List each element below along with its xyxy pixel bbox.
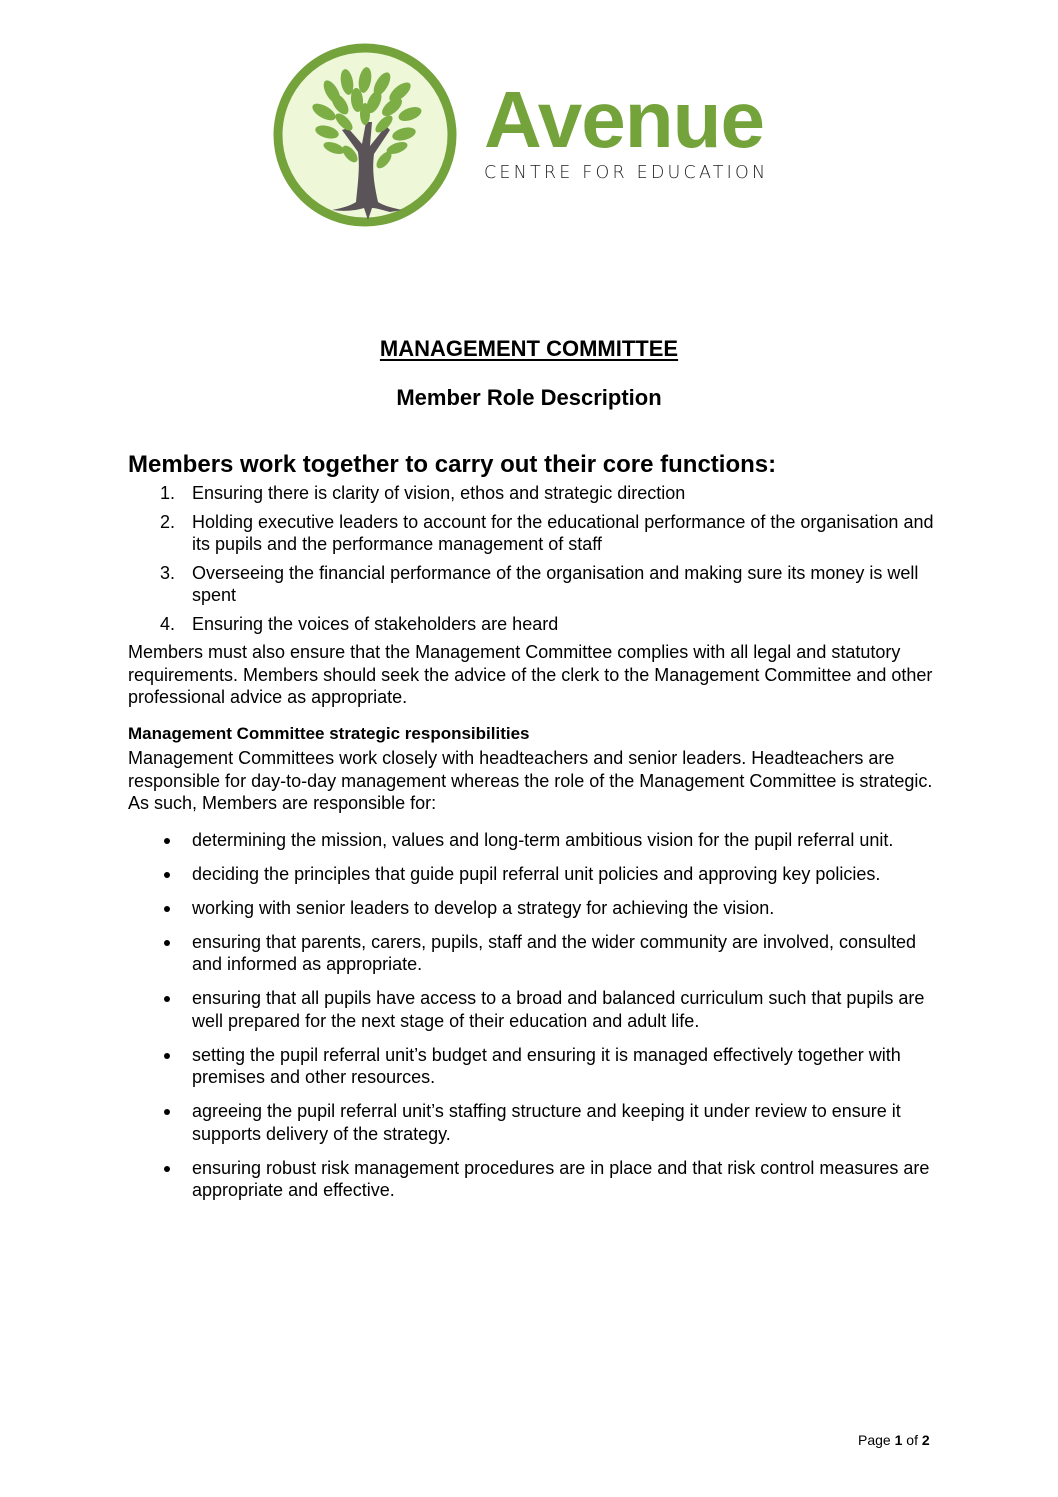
logo-wordmark: Avenue <box>484 75 765 164</box>
item-text: ensuring that all pupils have access to a broad and balanced curriculum such that pupils are well prepared for the next stage of their education and adult life. <box>192 988 925 1031</box>
item-number: 3. <box>160 562 176 583</box>
item-text: Overseeing the financial performance of the organisation and making sure its money is well spent <box>192 562 919 605</box>
strategic-intro-paragraph: Management Committees work closely with headteachers and senior leaders. Headteachers are responsible for day-to-day management whereas the role of the Management Committee is strategic. As such, Members are responsible for: <box>128 748 933 813</box>
compliance-paragraph: Members must also ensure that the Management Committee complies with all legal and statutory requirements. Members should seek the advice of the clerk to the Management Committee and other professional advice as appropriate. <box>128 642 933 707</box>
responsibility-item <box>128 829 938 852</box>
item-text: ensuring that parents, carers, pupils, staff and the wider community are involved, consulted and informed as appropriate. <box>192 931 917 974</box>
core-function-item <box>128 613 938 636</box>
core-function-item <box>128 511 938 556</box>
tree-logo-icon <box>272 42 458 228</box>
responsibility-item <box>128 1157 938 1202</box>
responsibility-item <box>128 863 938 886</box>
page-total: 2 <box>921 1432 930 1448</box>
bullet-icon <box>164 996 170 1002</box>
bullet-icon <box>164 940 170 946</box>
responsibility-item <box>128 897 938 920</box>
item-text: determining the mission, values and long-term ambitious vision for the pupil referral unit. <box>192 829 894 850</box>
bullet-icon <box>164 906 170 912</box>
document-subtitle: Member Role Description <box>396 385 662 410</box>
item-number: 2. <box>160 511 176 532</box>
item-text: deciding the principles that guide pupil referral unit policies and approving key policies. <box>192 863 881 884</box>
item-text: setting the pupil referral unit’s budget and ensuring it is managed effectively together with premises and other resources. <box>192 1044 901 1087</box>
document-body <box>128 482 938 1213</box>
bullet-icon <box>164 1053 170 1059</box>
page-current: 1 <box>894 1432 903 1448</box>
responsibilities-list <box>128 829 938 1202</box>
responsibility-item <box>128 1044 938 1089</box>
bullet-icon <box>164 1166 170 1172</box>
bullet-icon <box>164 838 170 844</box>
core-function-item <box>128 482 938 505</box>
bullet-icon <box>164 872 170 878</box>
item-text: Holding executive leaders to account for the educational performance of the organisation and its pupils and the performance management of staff <box>192 511 934 554</box>
page-number <box>858 1432 930 1448</box>
core-functions-heading: Members work together to carry out their core functions: <box>128 451 777 478</box>
strategic-responsibilities-heading: Management Committee strategic responsibilities <box>128 723 530 743</box>
item-number: 1. <box>160 483 176 503</box>
bullet-icon <box>164 1109 170 1115</box>
item-text: Ensuring there is clarity of vision, ethos and strategic direction <box>192 483 686 503</box>
of-label: of <box>906 1432 918 1448</box>
item-number: 4. <box>160 613 176 634</box>
core-functions-list <box>128 482 938 635</box>
item-text: ensuring robust risk management procedures are in place and that risk control measures are appropriate and effective. <box>192 1157 930 1200</box>
responsibility-item <box>128 987 938 1032</box>
organisation-logo <box>272 42 792 232</box>
page-label: Page <box>858 1432 891 1448</box>
responsibility-item <box>128 1100 938 1145</box>
responsibility-item <box>128 931 938 976</box>
logo-tagline: CENTRE FOR EDUCATION <box>484 163 769 183</box>
core-function-item <box>128 562 938 607</box>
document-title: MANAGEMENT COMMITTEE <box>379 336 679 361</box>
item-text: working with senior leaders to develop a strategy for achieving the vision. <box>192 897 775 918</box>
item-text: agreeing the pupil referral unit’s staffing structure and keeping it under review to ensure it supports delivery of the strategy. <box>192 1101 901 1144</box>
item-text: Ensuring the voices of stakeholders are heard <box>192 613 559 634</box>
